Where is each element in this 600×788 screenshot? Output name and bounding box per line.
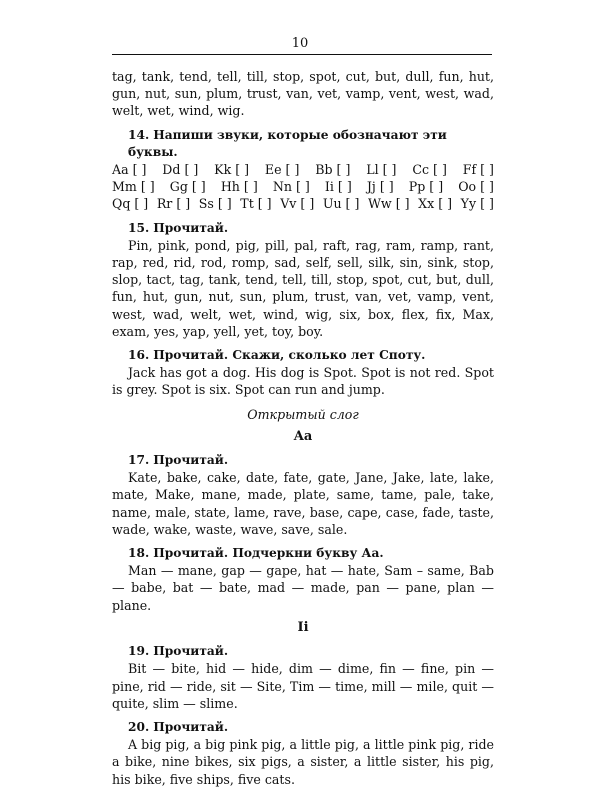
exercise-15 xyxy=(112,220,494,340)
exercise-number: 14. xyxy=(128,127,150,142)
exercise-text: Man — mane, gap — gape, hat — hate, Sam – same, Bab — babe, bat — bate, mad — made, pan — pane, plan — plane. xyxy=(112,563,494,613)
exercise-text: A big pig, a big pink pig, a little pig, a little pink pig, ride a bike, nine bikes, six pigs, a sister, a little sister, his pig, his bike, five ships, five cats. xyxy=(112,737,494,787)
letter-item: Ss [ ] xyxy=(198,196,232,212)
letter-item: Oo [ ] xyxy=(458,179,494,195)
exercise-20 xyxy=(112,719,494,788)
section-subtitle: Открытый слог xyxy=(247,406,359,422)
exercise-17 xyxy=(112,452,494,538)
exercise-number: 18. xyxy=(128,546,150,561)
exercise-title xyxy=(112,347,494,364)
letter-item: Aa [ ] xyxy=(112,162,147,178)
header-rule xyxy=(112,54,492,55)
exercise-16 xyxy=(112,347,494,399)
letter-item: Jj [ ] xyxy=(366,179,394,195)
exercise-text: Jack has got a dog. His dog is Spot. Spot is not red. Spot is grey. Spot is six. Spot can run and jump. xyxy=(112,365,494,398)
exercise-19 xyxy=(112,643,494,712)
letter-grid xyxy=(112,161,494,213)
exercise-14 xyxy=(112,127,494,213)
letter-item: Bb [ ] xyxy=(315,162,351,178)
exercise-title xyxy=(112,545,494,562)
letter-row-1 xyxy=(112,161,494,178)
exercise-instruction: Прочитай. Подчеркни букву Аа. xyxy=(153,546,384,561)
intro-word-list: tag, tank, tend, tell, till, stop, spot, cut, but, dull, fun, hut, gun, nut, sun, plum, trust, van, vet, vamp, vent, west, wad, welt, wet, wind, wig. xyxy=(112,69,494,119)
letter-item: Yy [ ] xyxy=(460,196,494,212)
exercise-number: 19. xyxy=(128,644,150,659)
letter-item: Uu [ ] xyxy=(322,196,360,212)
exercise-18 xyxy=(112,545,494,614)
letter-item: Mm [ ] xyxy=(112,179,155,195)
exercise-number: 16. xyxy=(128,348,150,363)
letter-item: Tt [ ] xyxy=(240,196,272,212)
exercise-text: Bit — bite, hid — hide, dim — dime, fin — fine, pin — pine, rid — ride, sit — Site, Tim — time, mill — mile, quit — quite, slim — slime. xyxy=(112,661,494,711)
letter-item: Dd [ ] xyxy=(162,162,199,178)
page-number: 10 xyxy=(291,36,309,51)
exercise-instruction: Прочитай. Скажи, сколько лет Споту. xyxy=(153,348,426,363)
letter-row-2 xyxy=(112,178,494,195)
letter-item: Rr [ ] xyxy=(156,196,191,212)
exercise-title xyxy=(112,127,494,161)
exercise-instruction: Прочитай. xyxy=(153,719,229,734)
letter-item: Hh [ ] xyxy=(220,179,258,195)
exercise-title xyxy=(112,452,494,469)
exercise-title xyxy=(112,719,494,736)
letter-item: Vv [ ] xyxy=(280,196,315,212)
exercise-instruction: Прочитай. xyxy=(153,453,229,468)
letter-item: Xx [ ] xyxy=(418,196,453,212)
letter-item: Ee [ ] xyxy=(264,162,300,178)
exercise-text: Pin, pink, pond, pig, pill, pal, raft, rag, ram, ramp, rant, rap, red, rid, rod, romp, sad, self, sell, silk, sin, sink, stop, slop, tact, tag, tank, tend, tell, till, stop, spot, cut, but, dull, fun, hut, gun, nut, sun, plum, trust, van, vet, vamp, vent, west, wad, welt, wet, wind, wig, six, box, flex, fix, Max, exam, yes, yap, yell, yet, toy, boy. xyxy=(112,237,494,339)
letter-item: Ff [ ] xyxy=(462,162,494,178)
letter-item: Nn [ ] xyxy=(272,179,310,195)
exercise-text: Kate, bake, cake, date, fate, gate, Jane, Jake, late, lake, mate, Make, mane, made, plate, same, tame, pale, take, name, male, state, lame, rave, base, cape, case, fade, taste, wade, wake, waste, wave, save, sale. xyxy=(112,470,494,537)
letter-item: Ww [ ] xyxy=(367,196,410,212)
exercise-number: 15. xyxy=(128,220,150,235)
letter-row-3 xyxy=(112,195,494,212)
letter-heading-a: Aa xyxy=(293,428,313,444)
letter-item: Ll [ ] xyxy=(366,162,397,178)
exercise-title xyxy=(112,643,494,660)
exercise-title xyxy=(112,220,494,237)
exercise-instruction: Прочитай. xyxy=(153,644,229,659)
exercise-number: 20. xyxy=(128,719,150,734)
exercise-instruction: Прочитай. xyxy=(153,220,229,235)
page-content xyxy=(112,68,494,788)
letter-item: Pp [ ] xyxy=(408,179,444,195)
letter-item: Qq [ ] xyxy=(112,196,149,212)
letter-heading-i: Ii xyxy=(297,619,309,635)
exercise-instruction: Напиши звуки, которые обозначают эти буквы. xyxy=(128,127,447,159)
exercise-number: 17. xyxy=(128,453,150,468)
letter-item: Cc [ ] xyxy=(412,162,447,178)
letter-item: Kk [ ] xyxy=(214,162,250,178)
letter-item: Ii [ ] xyxy=(324,179,352,195)
letter-item: Gg [ ] xyxy=(169,179,206,195)
